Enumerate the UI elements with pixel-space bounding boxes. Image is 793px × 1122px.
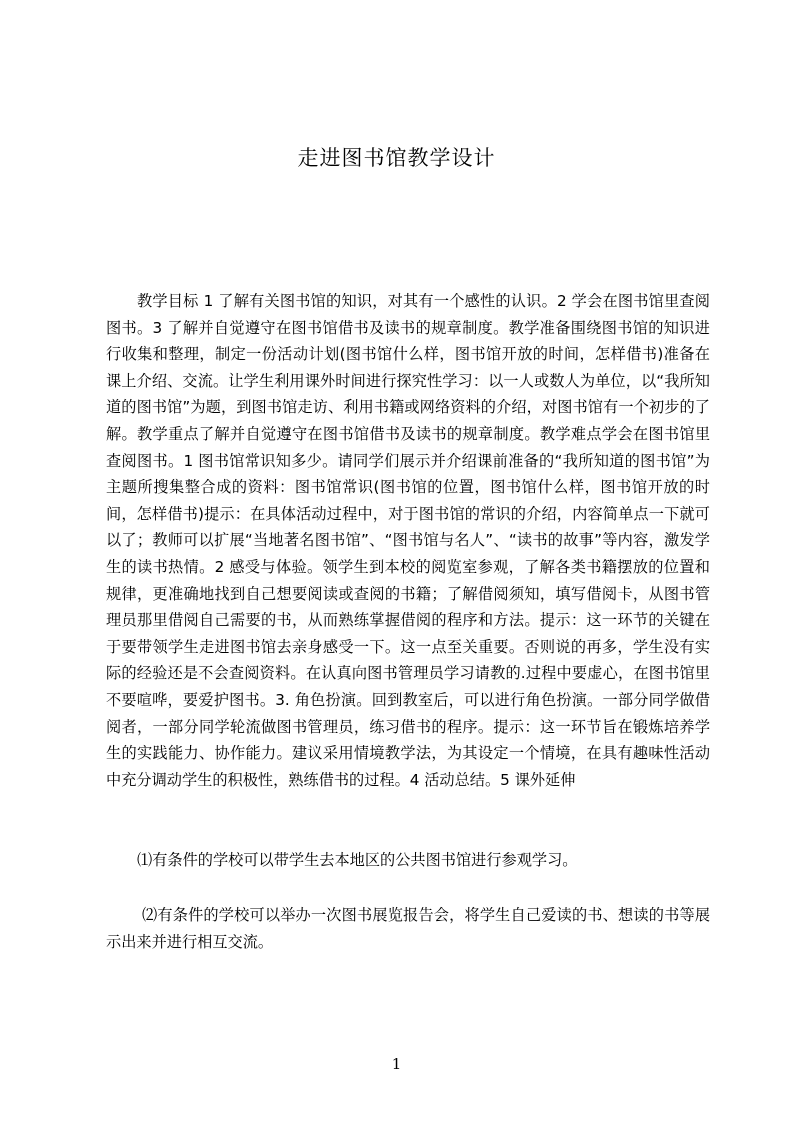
document-body: [106, 288, 710, 793]
extension-item-2: ⑵有条件的学校可以举办一次图书展览报告会，将学生自己爱读的书、想读的书等展示出来并进行相互交流。: [106, 906, 710, 951]
main-paragraph: 教学目标 1 了解有关图书馆的知识，对其有一个感性的认识。2 学会在图书馆里查阅图书。3 了解并自觉遵守在图书馆借书及读书的规章制度。教学准备围绕图书馆的知识进行收集和整理，制定一份活动计划(图书馆什么样，图书馆开放的时间，怎样借书)准备在课上介绍、交流。让学生利用课外时间进行探究性学习：以一人或数人为单位，以“我所知道的图书馆”为题，到图书馆走访、利用书籍或网络资料的介绍，对图书馆有一个初步的了解。教学重点了解并自觉遵守在图书馆借书及读书的规章制度。教学难点学会在图书馆里查阅图书。1 图书馆常识知多少。请同学们展示并介绍课前准备的“我所知道的图书馆”为主题所搜集整合成的资料：图书馆常识(图书馆的位置，图书馆什么样，图书馆开放的时间，怎样借书)提示：在具体活动过程中，对于图书馆的常识的介绍，内容简单点一下就可以了；教师可以扩展“当地著名图书馆”、“图书馆与名人”、“读书的故事”等内容，激发学生的读书热情。2 感受与体验。领学生到本校的阅览室参观，了解各类书籍摆放的位置和规律，更准确地找到自己想要阅读或查阅的书籍；了解借阅须知，填写借阅卡，从图书管理员那里借阅自己需要的书，从而熟练掌握借阅的程序和方法。提示：这一环节的关键在于要带领学生走进图书馆去亲身感受一下。这一点至关重要。否则说的再多，学生没有实际的经验还是不会查阅资料。在认真向图书管理员学习请教的.过程中要虚心，在图书馆里不要喧哗，要爱护图书。3. 角色扮演。回到教室后，可以进行角色扮演。一部分同学做借阅者，一部分同学轮流做图书管理员，练习借书的程序。提示：这一环节旨在锻炼培养学生的实践能力、协作能力。建议采用情境教学法，为其设定一个情境，在具有趣味性活动中充分调动学生的积极性，熟练借书的过程。4 活动总结。5 课外延伸: [106, 292, 710, 789]
page-number: 1: [391, 1055, 402, 1073]
document-title: 走进图书馆教学设计: [297, 146, 496, 170]
extension-item-1: ⑴有条件的学校可以带学生去本地区的公共图书馆进行参观学习。: [137, 851, 578, 869]
